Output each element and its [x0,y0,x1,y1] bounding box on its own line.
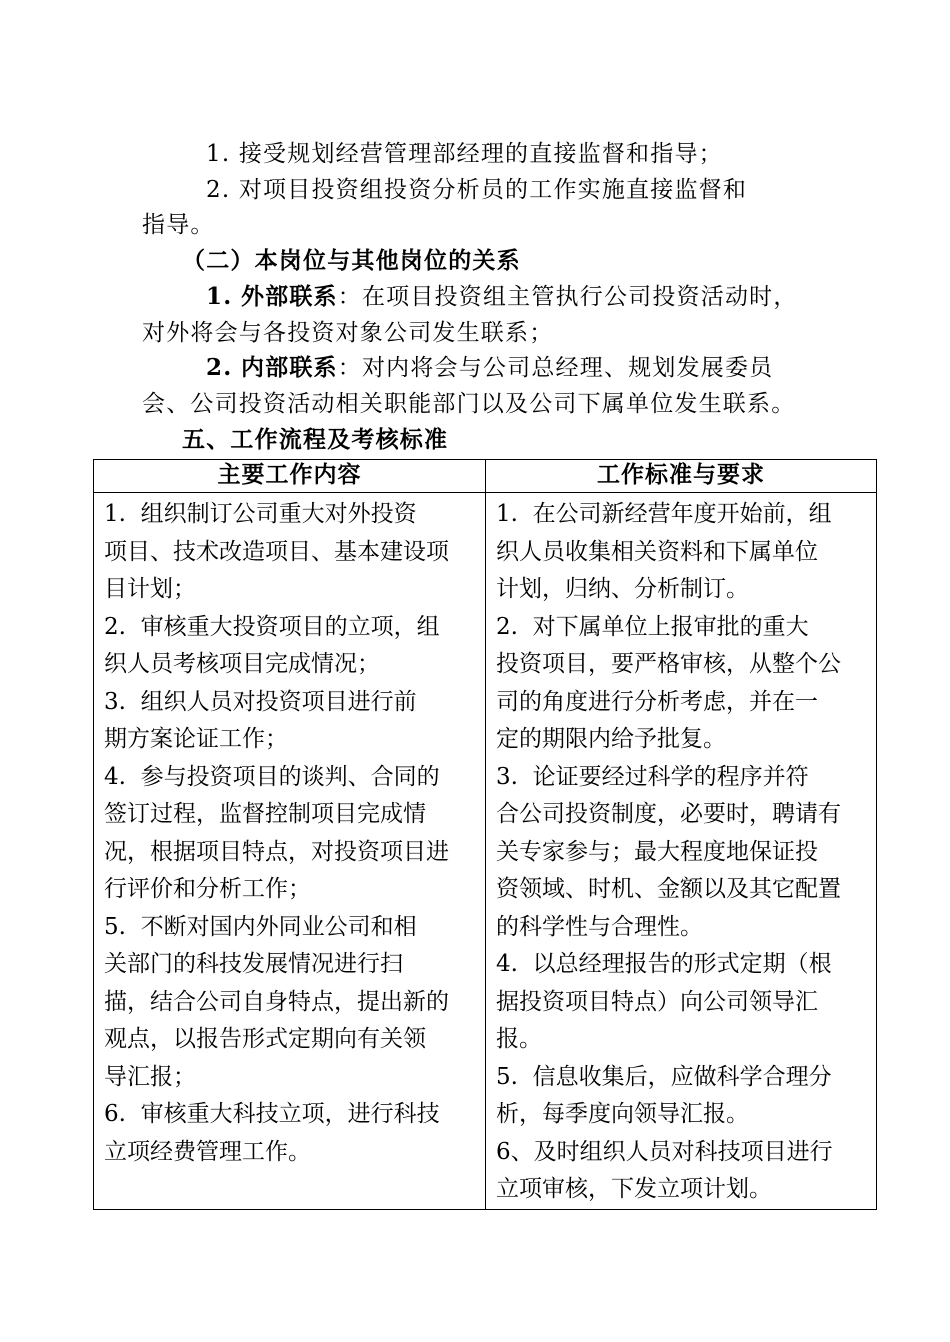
main-content-line: 5. 不断对国内外同业公司和相 [104,913,417,940]
main-content-line: 1. 组织制订公司重大对外投资 [104,501,417,527]
external-relation-text: ：在项目投资组主管执行公司投资活动时， [337,284,798,310]
standards-line: 计划，归纳、分析制订。 [496,576,749,602]
main-content-line: 织人员考核项目完成情况； [104,651,380,677]
standards-line: 投资项目，要严格审核，从整个公 [496,651,841,677]
internal-relation-line-1 [206,353,773,383]
standards-line: 关专家参与；最大程度地保证投 [496,838,818,865]
standards-line: 5. 信息收集后，应做科学合理分 [496,1063,832,1090]
standards-line: 据投资项目特点）向公司领导汇 [496,988,818,1015]
main-content-line: 关部门的科技发展情况进行扫 [104,951,403,977]
standards-line: 司的角度进行分析考虑，并在一 [496,688,818,715]
main-content-line: 期方案论证工作； [104,726,288,752]
table-header-row [94,460,877,493]
standards-line: 2. 对下属单位上报审批的重大 [496,613,809,640]
standards-line: 1. 在公司新经营年度开始前，组 [496,501,832,527]
main-content-line: 2. 审核重大投资项目的立项，组 [104,613,440,640]
standards-line: 织人员收集相关资料和下属单位 [496,538,818,565]
table-header-main-content: 主要工作内容 [94,460,486,493]
table-row [94,493,877,1210]
internal-relation-label: 内部联系 [240,354,338,381]
main-content-cell [94,493,486,1210]
standards-line: 6、及时组织人员对科技项目进行 [496,1138,833,1165]
standards-line: 报。 [496,1026,542,1052]
main-content-line: 立项经费管理工作。 [104,1138,311,1165]
standards-line: 资领域、时机、金额以及其它配置 [496,876,841,902]
standards-line: 立项审核，下发立项计划。 [496,1176,772,1202]
workflow-table [93,459,877,1210]
main-content-line: 6. 审核重大科技立项，进行科技 [104,1101,440,1127]
body-line-3: 指导。 [142,212,215,238]
standards-line: 析，每季度向领导汇报。 [496,1101,749,1127]
main-content-line: 目计划； [104,576,196,602]
standards-line: 的科学性与合理性。 [496,913,703,940]
external-relation-line-1 [206,282,798,312]
section-heading-workflow: 五、工作流程及考核标准 [182,426,449,453]
main-content-line: 签订过程，监督控制项目完成情 [104,801,426,827]
main-content-text [94,493,485,1171]
standards-text [486,493,876,1209]
standards-line: 3. 论证要经过科学的程序并符 [496,763,809,790]
internal-relation-text: ：对内将会与公司总经理、规划发展委员 [337,355,774,381]
main-content-line: 3. 组织人员对投资项目进行前 [104,688,417,715]
standards-line: 定的期限内给予批复。 [496,726,726,752]
standards-cell [486,493,877,1210]
main-content-line: 4. 参与投资项目的谈判、合同的 [104,763,440,790]
internal-relation-number: 2. [206,354,233,381]
internal-relation-line-2: 会、公司投资活动相关职能部门以及公司下属单位发生联系。 [142,391,796,417]
external-relation-number: 1. [206,283,233,310]
main-content-line: 观点，以报告形式定期向有关领 [104,1026,426,1052]
main-content-line: 导汇报； [104,1063,196,1090]
section-heading-relations: （二）本岗位与其他岗位的关系 [182,247,521,274]
body-line-2: 2. 对项目投资组投资分析员的工作实施直接监督和 [206,177,748,203]
standards-line: 合公司投资制度，必要时，聘请有 [496,801,841,827]
external-relation-label: 外部联系 [240,283,338,310]
table-header-standards: 工作标准与要求 [486,460,877,493]
main-content-line: 项目、技术改造项目、基本建设项 [104,538,449,565]
main-content-line: 描，结合公司自身特点，提出新的 [104,988,449,1015]
standards-line: 4. 以总经理报告的形式定期（根 [496,951,832,977]
external-relation-line-2: 对外将会与各投资对象公司发生联系； [142,320,554,346]
body-line-1: 1. 接受规划经营管理部经理的直接监督和指导； [206,141,723,167]
main-content-line: 况，根据项目特点，对投资项目进 [104,838,449,865]
main-content-line: 行评价和分析工作； [104,876,311,902]
